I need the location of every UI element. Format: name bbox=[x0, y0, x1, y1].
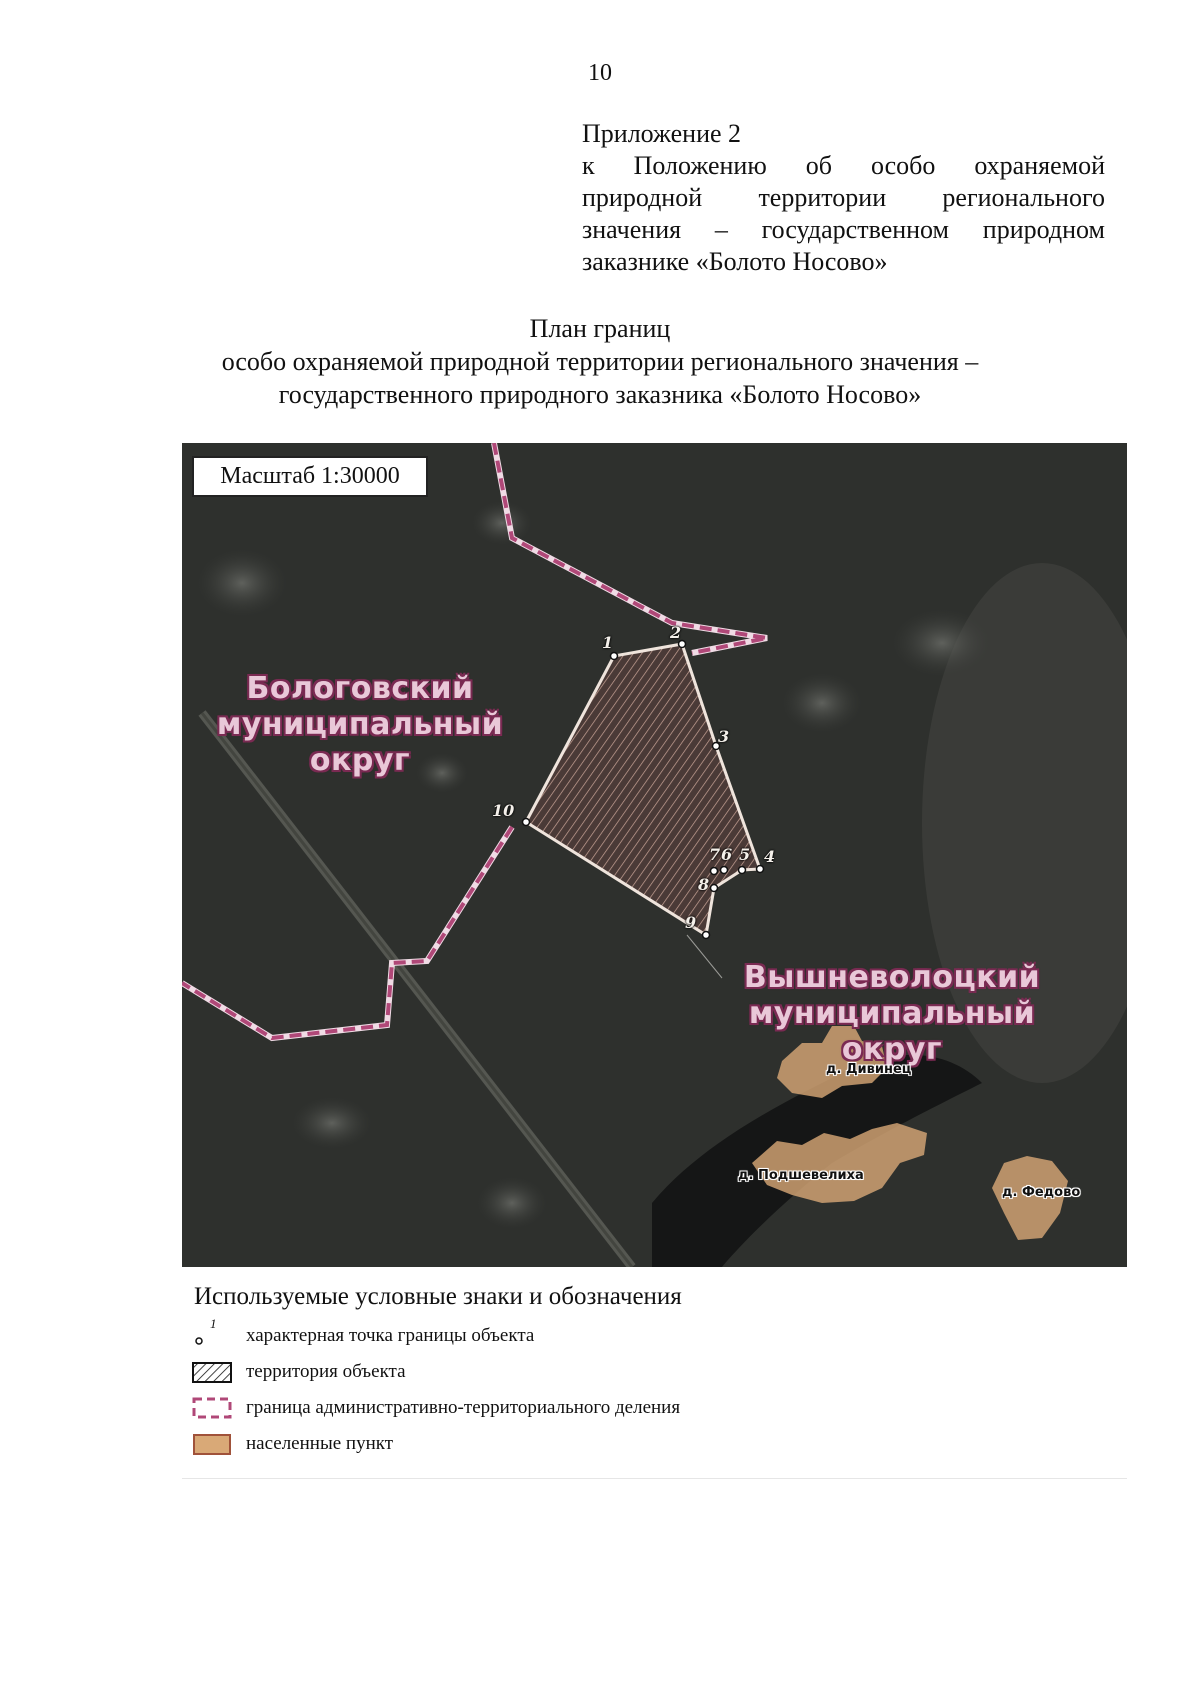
point-label-1: 1 bbox=[602, 633, 614, 652]
boundary-point bbox=[739, 867, 746, 874]
legend-label: характерная точка границы объекта bbox=[246, 1325, 535, 1346]
plan-title-line-3: государственного природного заказника «Болото Носово» bbox=[278, 380, 922, 409]
clearing bbox=[472, 501, 532, 545]
village-label-divinets: д. Дивинец bbox=[826, 1062, 912, 1077]
district-type: муниципальный округ bbox=[748, 996, 1036, 1067]
clearing bbox=[197, 549, 287, 617]
settlement-icon bbox=[192, 1432, 234, 1456]
boundary-point bbox=[711, 868, 718, 875]
legend-title: Используемые условные знаки и обозначения bbox=[194, 1283, 682, 1310]
clearing bbox=[477, 1177, 547, 1229]
point-label-9: 9 bbox=[685, 913, 697, 932]
legend-label: граница административно-территориального деления bbox=[246, 1397, 681, 1418]
boundary-point bbox=[523, 819, 530, 826]
appendix-line-5: заказнике «Болото Носово» bbox=[582, 247, 888, 276]
appendix-line-4: значения – государственном природном bbox=[582, 215, 1105, 244]
legend-point-number: 1 bbox=[210, 1316, 217, 1331]
boundary-point bbox=[757, 866, 764, 873]
satellite-map[interactable] bbox=[182, 443, 1127, 1267]
page-number: 10 bbox=[588, 60, 612, 86]
clearing bbox=[292, 1097, 372, 1149]
district-label-vyshnevolotsky bbox=[722, 960, 1062, 1068]
plan-title-line-2: особо охраняемой природной территории регионального значения – bbox=[221, 347, 979, 376]
district-name: Бологовский bbox=[246, 671, 474, 706]
district-type: муниципальный округ bbox=[216, 707, 504, 778]
appendix-line-2: к Положению об особо охраняемой bbox=[582, 151, 1105, 180]
clearing bbox=[782, 673, 862, 733]
village-label-fedovo: д. Федово bbox=[1002, 1185, 1081, 1200]
legend-item-territory bbox=[192, 1354, 952, 1390]
point-label-2: 2 bbox=[670, 623, 682, 642]
boundary-point-icon bbox=[192, 1316, 234, 1348]
district-label-bologovsky bbox=[210, 671, 510, 779]
scale-label: Масштаб 1:30000 bbox=[192, 456, 428, 497]
point-label-3: 3 bbox=[718, 727, 730, 746]
plan-title bbox=[0, 312, 1200, 411]
plan-title-line-1: План границ bbox=[529, 314, 671, 343]
clearing bbox=[892, 609, 992, 677]
map-canvas bbox=[182, 443, 1127, 1267]
appendix-line-3: природной территории регионального bbox=[582, 183, 1105, 212]
boundary-point bbox=[721, 867, 728, 874]
legend-label: территория объекта bbox=[246, 1361, 406, 1382]
point-label-4: 4 bbox=[764, 847, 776, 866]
legend-item-boundary-point bbox=[192, 1318, 952, 1354]
point-label-8: 8 bbox=[698, 875, 710, 894]
boundary-point bbox=[703, 932, 710, 939]
legend-item-settlement bbox=[192, 1426, 952, 1462]
dashed-boundary-icon bbox=[192, 1396, 234, 1420]
appendix-line-1: Приложение 2 bbox=[582, 119, 742, 148]
legend-item-admin-boundary bbox=[192, 1390, 952, 1426]
bottom-rule bbox=[182, 1478, 1127, 1479]
point-label-10: 10 bbox=[492, 801, 515, 820]
district-name: Вышневолоцкий bbox=[743, 960, 1041, 995]
point-label-7: 7 bbox=[709, 845, 721, 864]
boundary-point bbox=[711, 885, 718, 892]
village-label-podshevelikha: д. Подшевелиха bbox=[738, 1168, 864, 1183]
hatched-area-icon bbox=[192, 1360, 234, 1384]
point-label-6: 6 bbox=[721, 845, 733, 864]
boundary-point bbox=[611, 653, 618, 660]
legend bbox=[192, 1318, 952, 1462]
legend-label: населенные пункт bbox=[246, 1433, 394, 1454]
point-label-5: 5 bbox=[739, 845, 751, 864]
appendix-header bbox=[582, 118, 1105, 278]
